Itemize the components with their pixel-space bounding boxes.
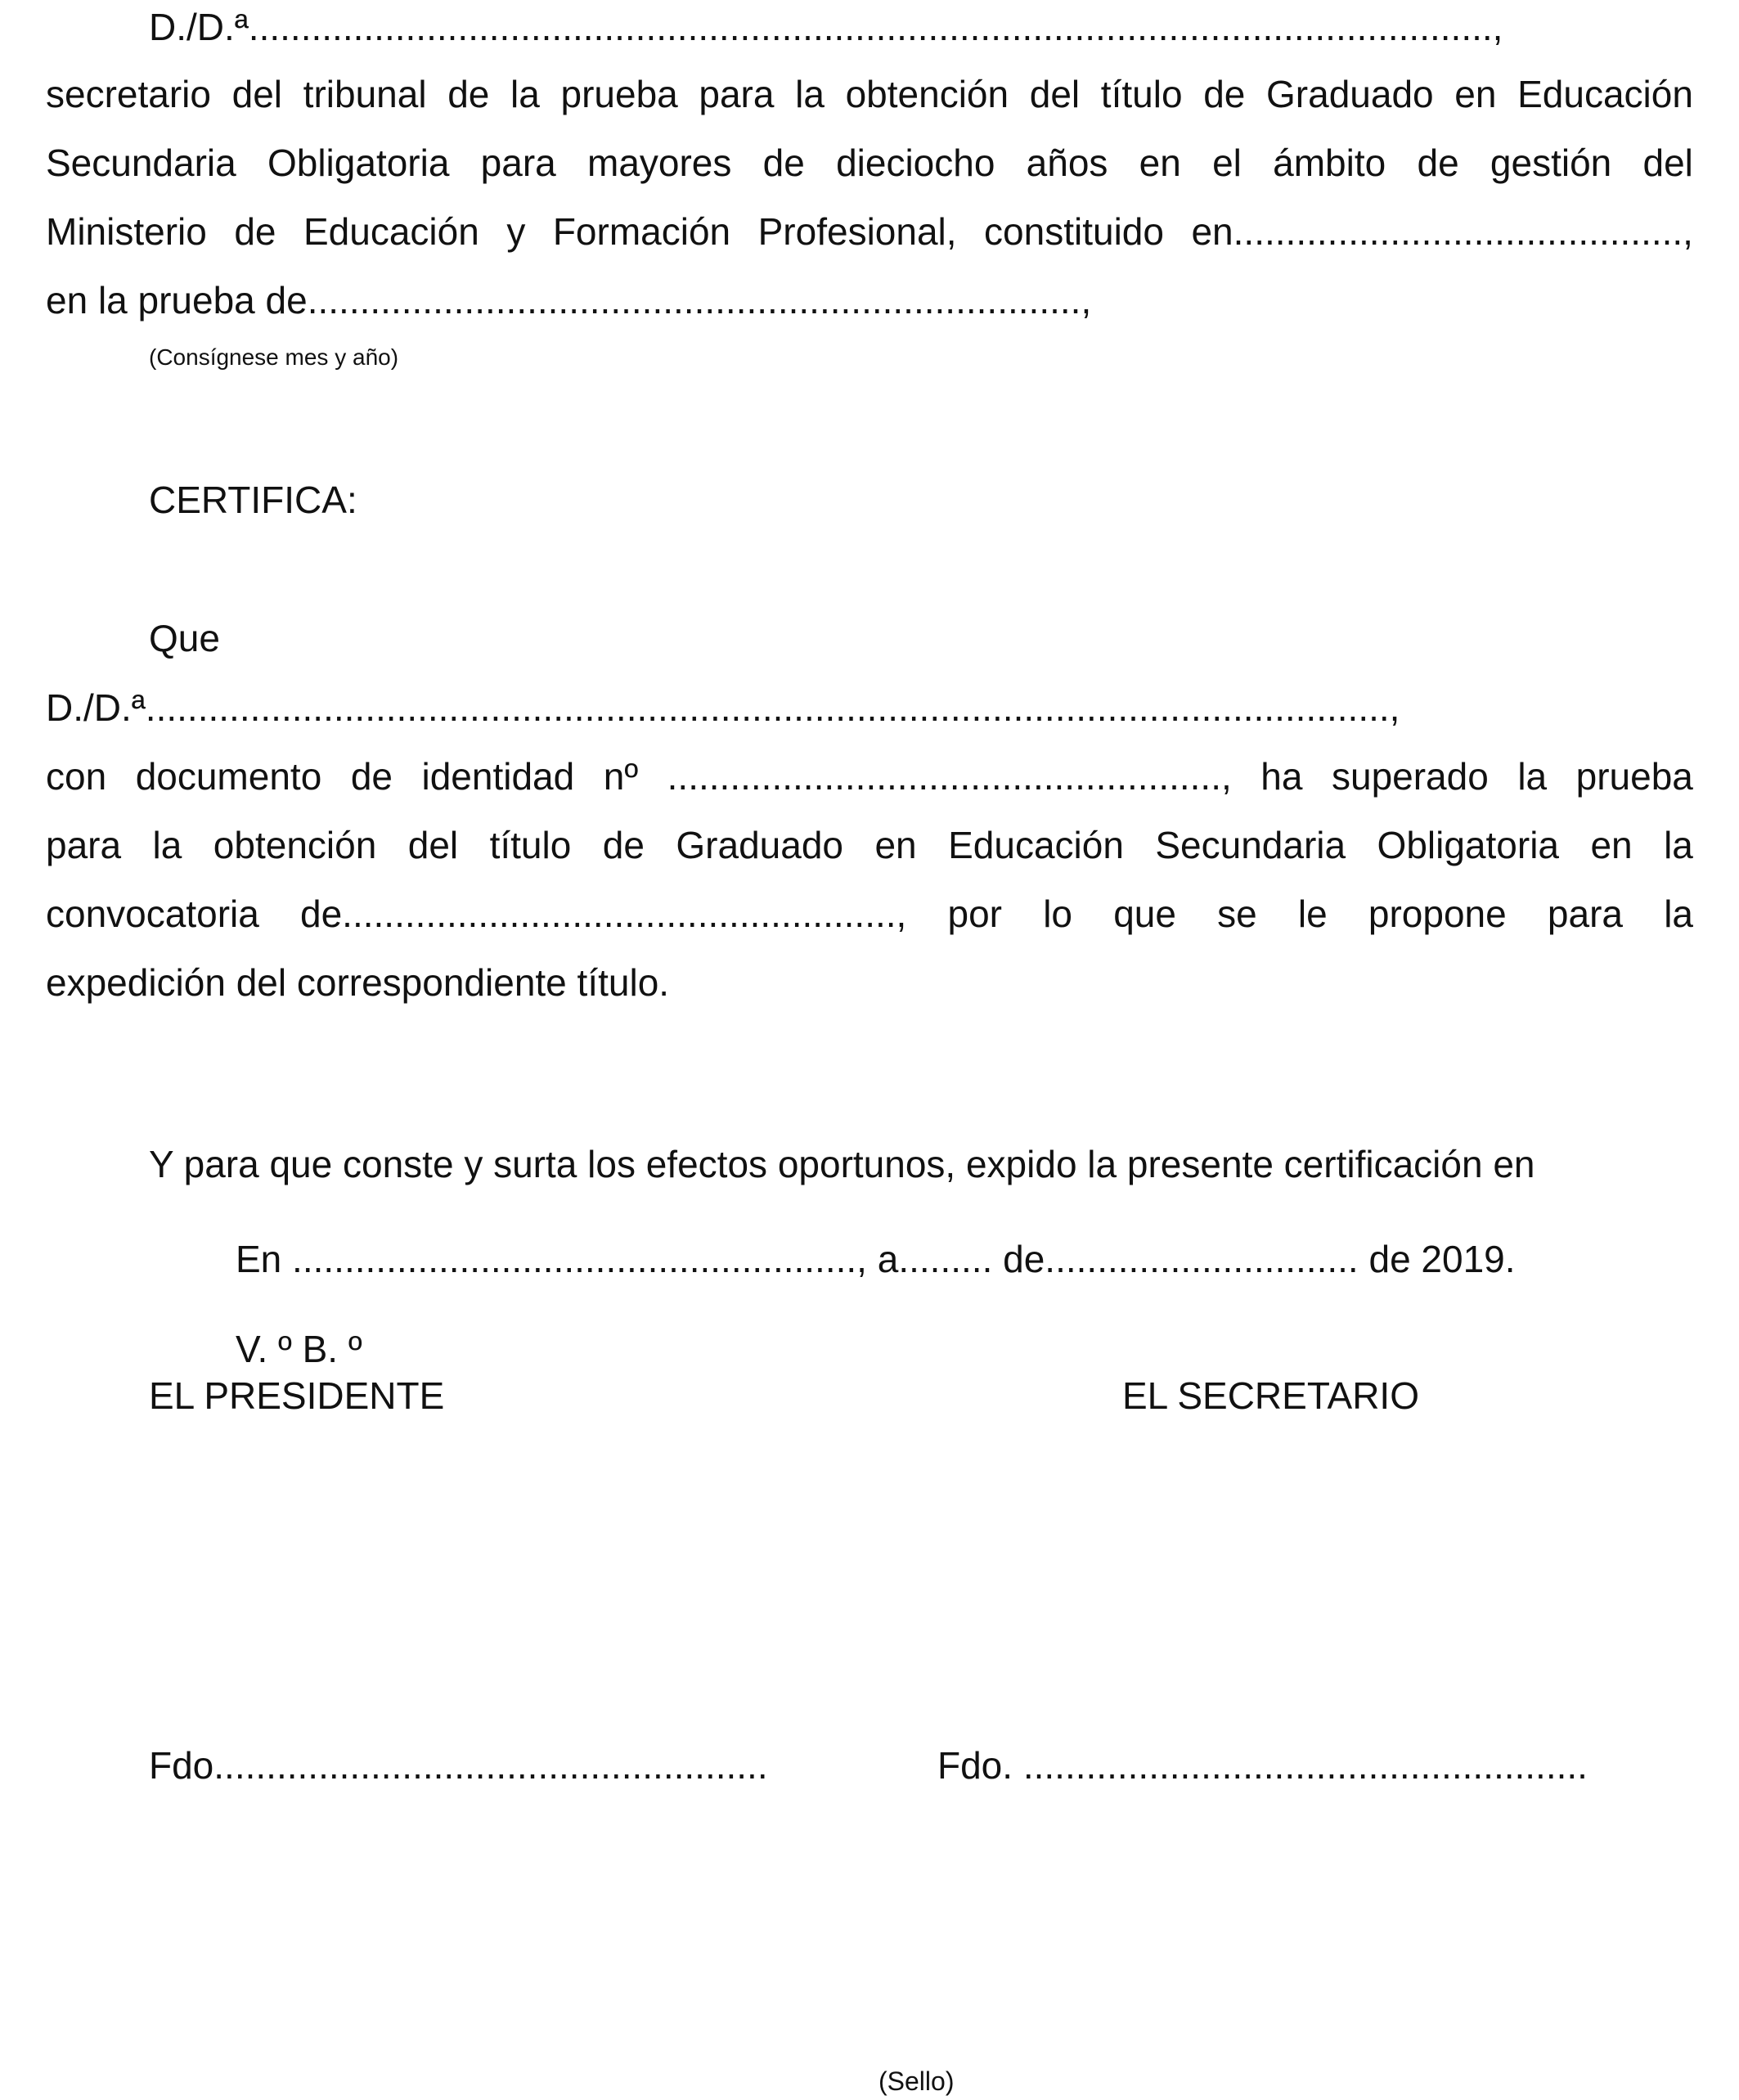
intro-line-3 [46, 210, 1693, 253]
word: en [1590, 824, 1633, 866]
word: años [1026, 142, 1108, 184]
word: en [1139, 142, 1181, 184]
word: la [795, 73, 825, 115]
exam-date-line: en la prueba de.........................................................................., [46, 279, 1092, 322]
secretary-signature-line: Fdo. ...................................................... [937, 1744, 1588, 1787]
word: que [1113, 893, 1176, 935]
body-last-line: expedición del correspondiente título. [46, 961, 670, 1004]
president-signature-line: Fdo..................................................... [149, 1744, 768, 1787]
word: y [506, 210, 526, 253]
word: la [1517, 755, 1548, 798]
body-line-1 [46, 755, 1693, 798]
word: prueba [560, 73, 678, 115]
word: título [489, 824, 572, 866]
word: obtención [845, 73, 1009, 115]
word: Educación [1517, 73, 1693, 115]
secretary-label: EL SECRETARIO [1122, 1374, 1419, 1417]
word: nº [603, 755, 639, 798]
word: Secundaria [1155, 824, 1346, 866]
word: el [1212, 142, 1242, 184]
word: de [602, 824, 645, 866]
que-label: Que [149, 617, 220, 659]
president-label: EL PRESIDENTE [149, 1374, 445, 1417]
word: ha [1260, 755, 1303, 798]
word: prueba [1575, 755, 1693, 798]
word: para [46, 824, 122, 866]
word: convocatoria [46, 893, 259, 935]
word: Formación [552, 210, 731, 253]
word: en [874, 824, 917, 866]
word: de [1203, 73, 1246, 115]
visto-bueno-label: V. º B. º [236, 1328, 362, 1370]
word: título [1100, 73, 1183, 115]
closing-statement: Y para que conste y surta los efectos oportunos, expido la presente certificación en [149, 1143, 1535, 1185]
secretary-name-line: D./D.ª......................................................................................................................., [149, 6, 1503, 48]
word: identidad [421, 755, 575, 798]
body-line-3 [46, 895, 1693, 933]
word: Secundaria [46, 142, 236, 184]
word: en..........................................., [1191, 210, 1693, 253]
certifica-heading: CERTIFICA: [149, 479, 357, 521]
word: de [234, 210, 276, 253]
word: obtención [213, 824, 377, 866]
word: secretario [46, 73, 211, 115]
word: superado [1331, 755, 1489, 798]
word: mayores [587, 142, 732, 184]
word: la [152, 824, 182, 866]
word: de [350, 755, 393, 798]
word: documento [135, 755, 322, 798]
word: para [1547, 893, 1623, 935]
word: ....................................................., [667, 755, 1232, 798]
intro-line-2 [46, 144, 1693, 182]
word: de [1417, 142, 1459, 184]
word: se [1217, 893, 1257, 935]
word: Educación [948, 824, 1124, 866]
word: del [407, 824, 459, 866]
word: propone [1368, 893, 1507, 935]
place-date-line: En ......................................................, a......... de.............................. de 2019. [236, 1238, 1516, 1280]
word: para [699, 73, 775, 115]
word: de [762, 142, 805, 184]
word: Obligatoria [1377, 824, 1559, 866]
word: por [947, 893, 1002, 935]
word: de....................................................., [300, 893, 907, 935]
exam-date-note: (Consígnese mes y año) [149, 344, 399, 370]
word: Graduado [676, 824, 844, 866]
word: del [231, 73, 283, 115]
word: la [510, 73, 540, 115]
word: con [46, 755, 107, 798]
word: gestión [1490, 142, 1612, 184]
word: Ministerio [46, 210, 207, 253]
word: Graduado [1266, 73, 1434, 115]
intro-line-1 [46, 75, 1693, 113]
word: del [1029, 73, 1081, 115]
body-line-2 [46, 826, 1693, 864]
word: Profesional, [757, 210, 957, 253]
word: la [1664, 824, 1693, 866]
word: constituido [984, 210, 1164, 253]
word: para [480, 142, 556, 184]
word: de [447, 73, 490, 115]
word: dieciocho [836, 142, 995, 184]
word: le [1297, 893, 1328, 935]
word: Educación [303, 210, 479, 253]
word: del [1642, 142, 1693, 184]
word: tribunal [303, 73, 427, 115]
word: lo [1043, 893, 1072, 935]
word: la [1664, 893, 1693, 935]
seal-label: (Sello) [878, 2066, 955, 2096]
word: ámbito [1273, 142, 1386, 184]
word: Obligatoria [267, 142, 450, 184]
candidate-name-line: D./D.ª......................................................................................................................., [46, 686, 1400, 729]
word: en [1454, 73, 1497, 115]
